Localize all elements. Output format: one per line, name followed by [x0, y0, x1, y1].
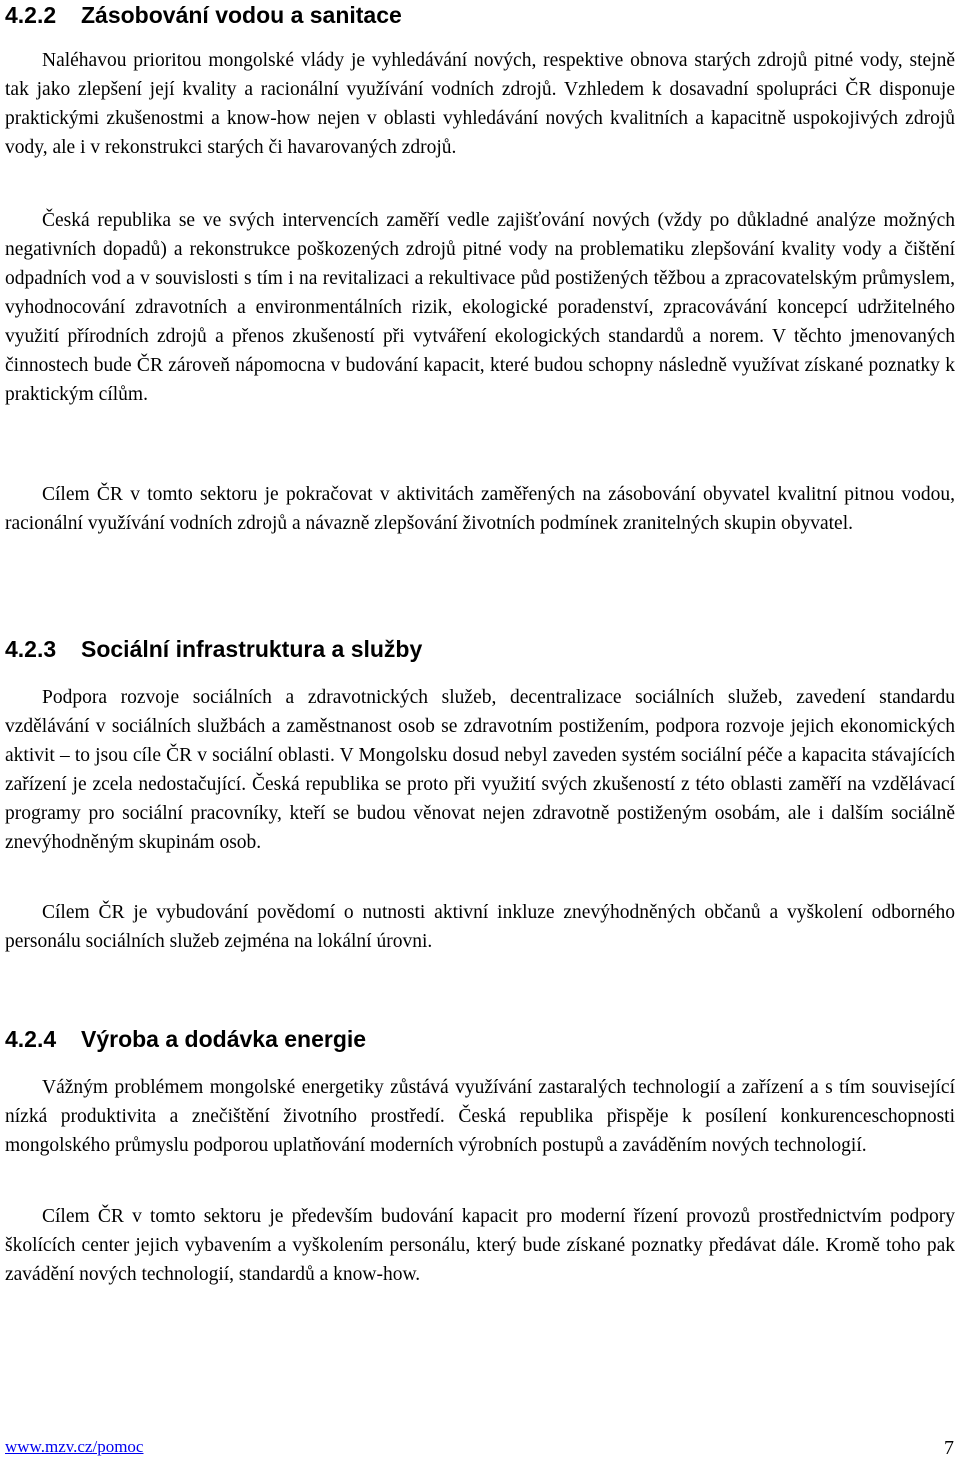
section-heading-4-2-2: [5, 0, 402, 30]
paragraph: Podpora rozvoje sociálních a zdravotnických služeb, decentralizace sociálních služeb, zavedení standardu vzdělávání v sociálních službách a zaměstnanost osob se zdravotním postižením, podpora rozvoje jejich ekonomických aktivit – to jsou cíle ČR v sociální oblasti. V Mongolsku dosud nebyl zaveden systém sociální péče a kapacita stávajících zařízení je zcela nedostačující. Česká republika se proto při využití svých zkušeností z této oblasti zaměří na vzdělávací programy pro sociální pracovníky, kteří se budou věnovat nejen zdravotně postiženým osobám, ale i dalším sociálně znevýhodněným skupinám osob.: [5, 687, 955, 853]
paragraph: Cílem ČR v tomto sektoru je především budování kapacit pro moderní řízení provozů prostřednictvím podpory školících center jejich vybavením a vyškolením personálu, který bude získané poznatky předávat dále. Kromě toho pak zavádění nových technologií, standardů a know-how.: [5, 1206, 955, 1285]
section-number: 4.2.3: [5, 636, 57, 662]
paragraph: Naléhavou prioritou mongolské vlády je vyhledávání nových, respektive obnova starých zdrojů pitné vody, stejně tak jako zlepšení její kvality a racionální využívání vodních zdrojů. Vzhledem k dosavadní spolupráci ČR disponuje praktickými zkušenostmi a know-how nejen v oblasti vyhledávání nových kvalitních a kapacitně uspokojivých zdrojů vody, ale i v rekonstrukci starých či havarovaných zdrojů.: [5, 50, 955, 158]
paragraph: Cílem ČR je vybudování povědomí o nutnosti aktivní inkluze znevýhodněných občanů a vyškolení odborného personálu sociálních služeb zejména na lokální úrovni.: [5, 902, 955, 952]
section-number: 4.2.4: [5, 1026, 57, 1052]
section-heading-4-2-3: [5, 634, 422, 664]
paragraph: Česká republika se ve svých intervencích zaměří vedle zajišťování nových (vždy po důkladné analýze možných negativních dopadů) a rekonstrukce poškozených zdrojů pitné vody na problematiku zlepšování kvality vody a čištění odpadních vod a v souvislosti s tím i na revitalizaci a rekultivace půd postižených těžbou a zpracovatelským průmyslem, vyhodnocování zdravotních a environmentálních rizik, ekologické poradenství, zpracovávání koncepcí udržitelného využití přírodních zdrojů a přenos zkušeností při vytváření ekologických standardů a norem. V těchto jmenovaných činnostech bude ČR zároveň nápomocna v budování kapacit, které budou schopny následně využívat získané poznatky k praktickým cílům.: [5, 210, 955, 405]
footer-link[interactable]: www.mzv.cz/pomoc: [5, 1437, 144, 1456]
section-number: 4.2.2: [5, 2, 57, 28]
page-number: 7: [944, 1437, 954, 1459]
paragraph: Cílem ČR v tomto sektoru je pokračovat v aktivitách zaměřených na zásobování obyvatel kvalitní pitnou vodou, racionální využívání vodních zdrojů a návazně zlepšování životních podmínek zranitelných skupin obyvatel.: [5, 484, 955, 534]
section-title: Sociální infrastruktura a služby: [81, 636, 423, 662]
section-heading-4-2-4: [5, 1024, 366, 1054]
section-title: Výroba a dodávka energie: [81, 1026, 367, 1052]
paragraph: Vážným problémem mongolské energetiky zůstává využívání zastaralých technologií a zařízení a s tím související nízká produktivita a znečištění životního prostředí. Česká republika přispěje k posílení konkurenceschopnosti mongolského průmyslu podporou uplatňování moderních výrobních postupů a zaváděním nových technologií.: [5, 1077, 955, 1156]
section-title: Zásobování vodou a sanitace: [81, 2, 402, 28]
